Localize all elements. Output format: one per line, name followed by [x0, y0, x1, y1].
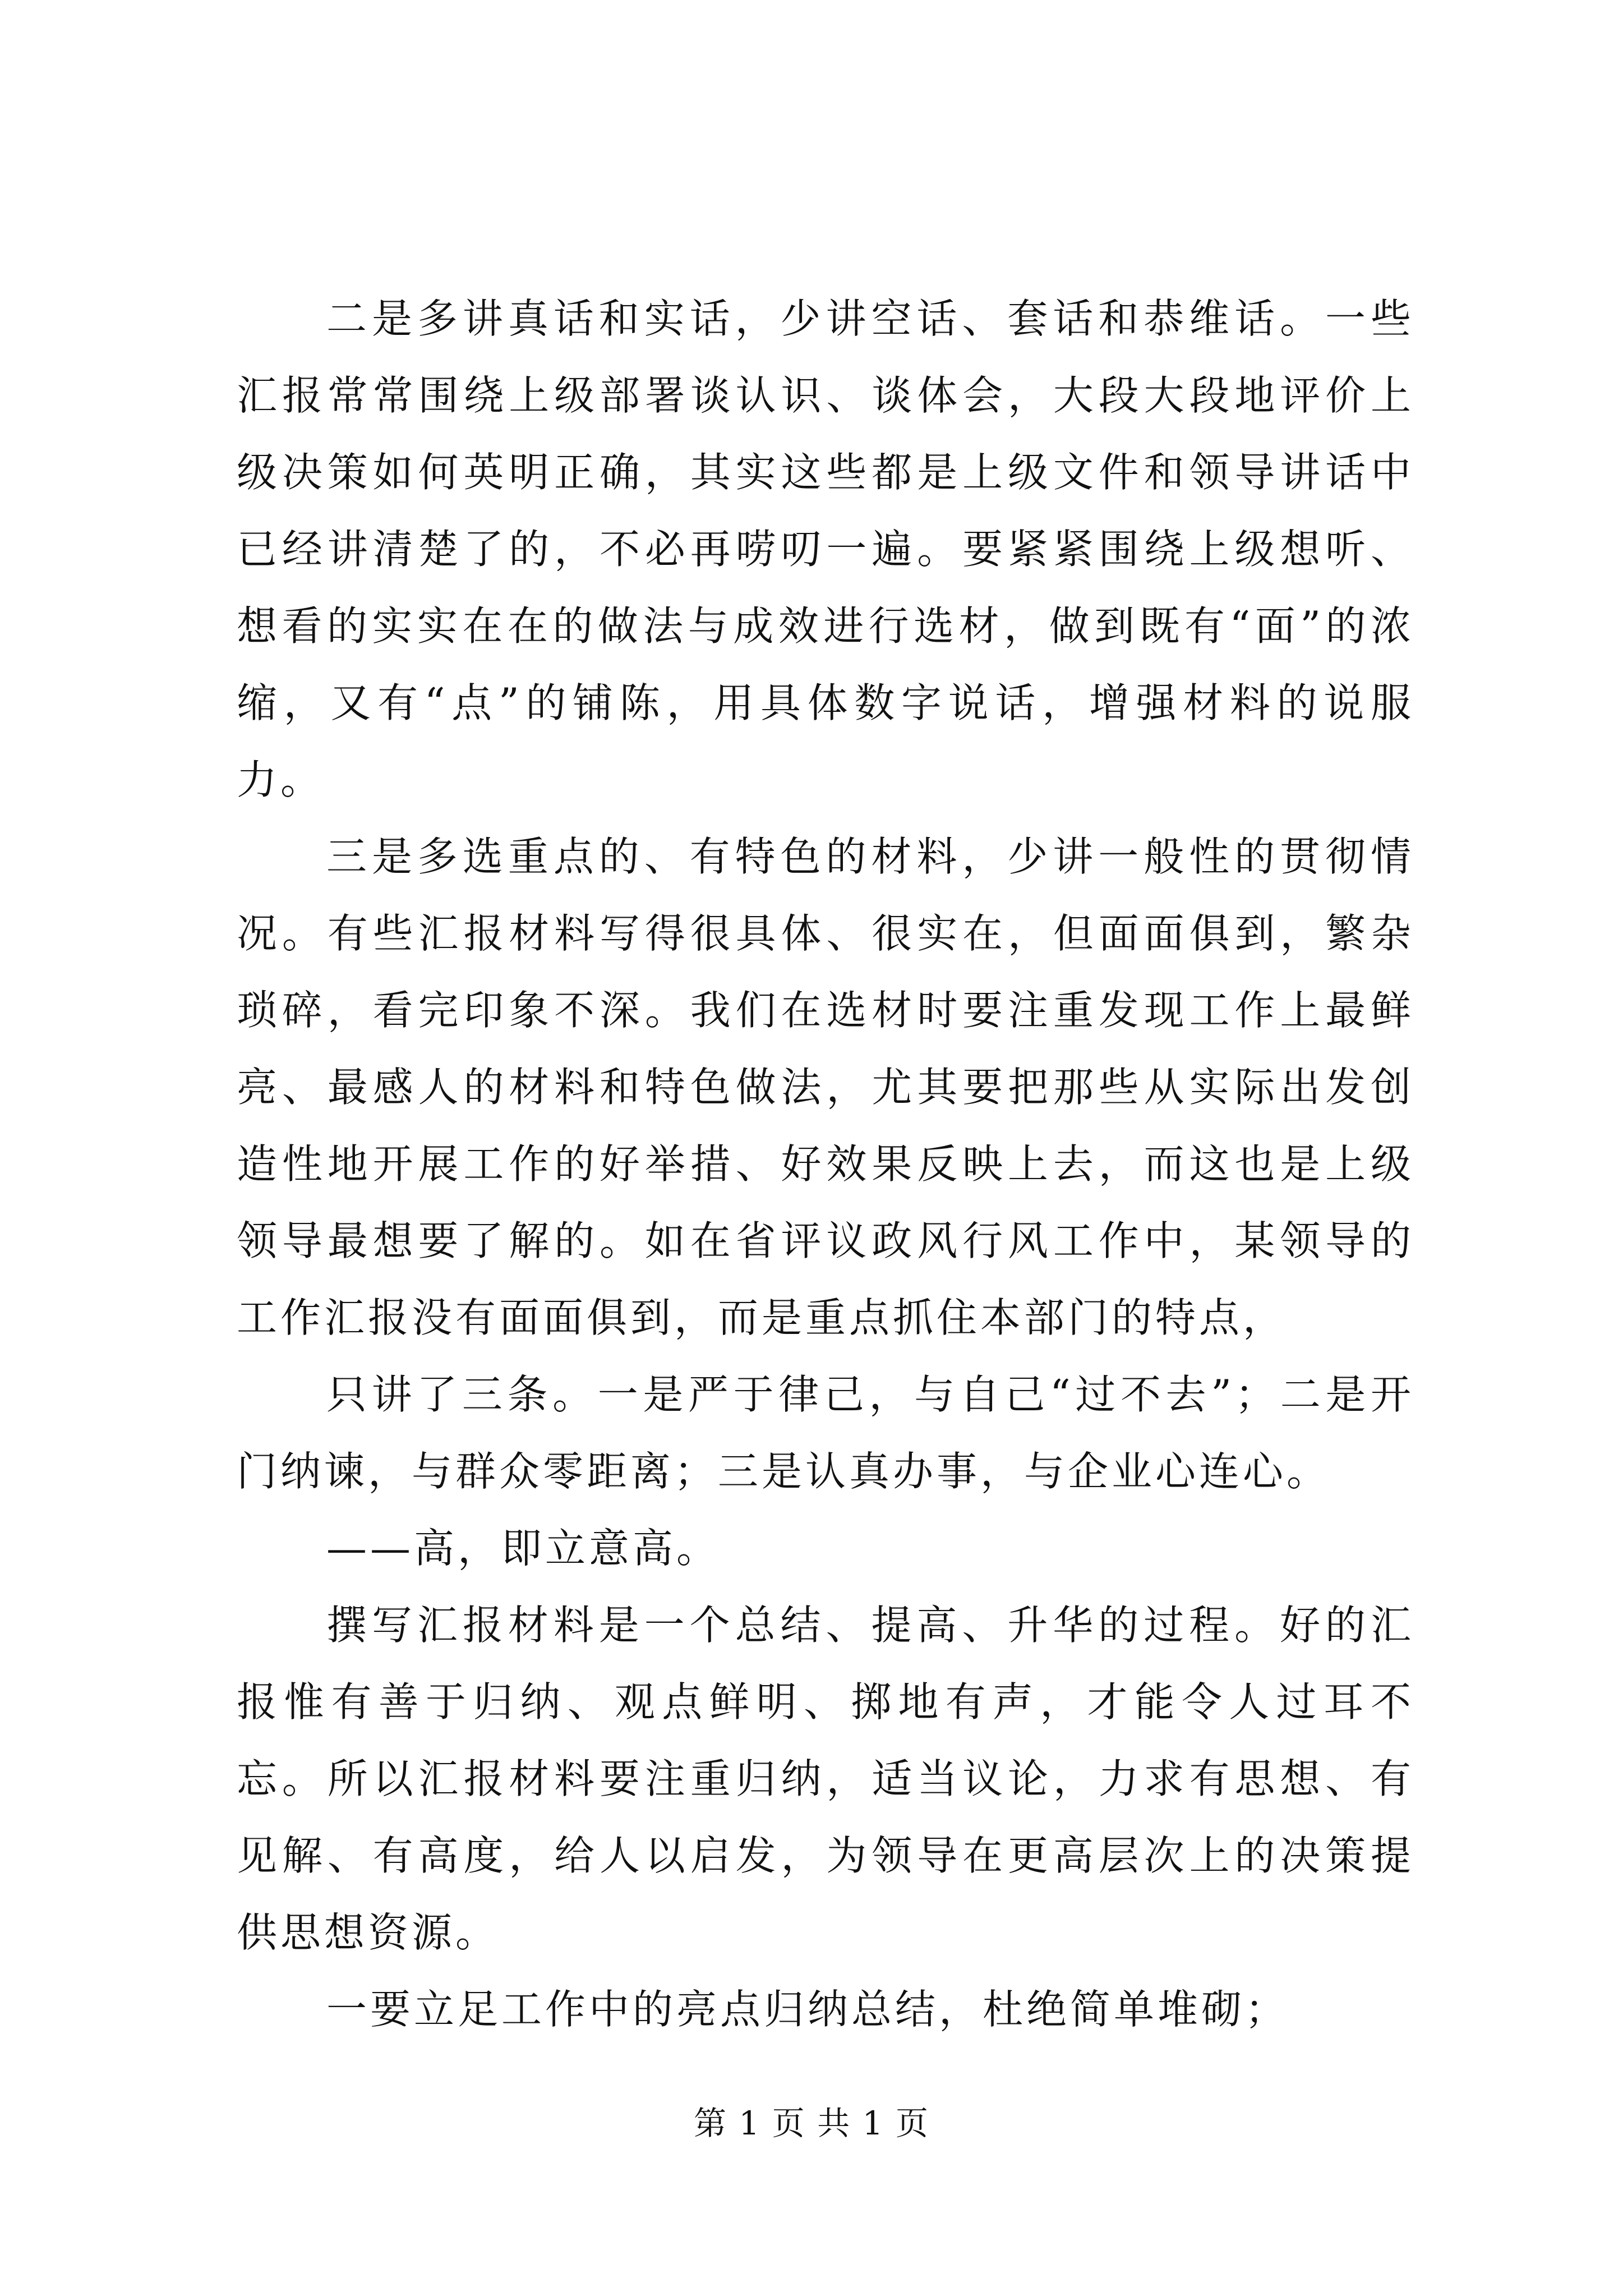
paragraph-2: 三是多选重点的、有特色的材料，少讲一般性的贯彻情况。有些汇报材料写得很具体、很实在，但面面俱到，繁杂琐碎，看完印象不深。我们在选材时要注重发现工作上最鲜亮、最感人的材料和特色做法，尤其要把那些从实际出发创造性地开展工作的好举措、好效果反映上去，而这也是上级领导最想要了解的。如在省评议政风行风工作中，某领导的工作汇报没有面面俱到，而是重点抓住本部门的特点，	[237, 833, 1414, 1341]
paragraph-1: 二是多讲真话和实话，少讲空话、套话和恭维话。一些汇报常常围绕上级部署谈认识、谈体会，大段大段地评价上级决策如何英明正确，其实这些都是上级文件和领导讲话中已经讲清楚了的，不必再唠叨一遍。要紧紧围绕上级想听、想看的实实在在的做法与成效进行选材，做到既有“面”的浓缩，又有“点”的铺陈，用具体数字说话，增强材料的说服力。	[237, 295, 1414, 803]
page-footer: 第 1 页 共 1 页	[694, 2104, 929, 2142]
paragraph-4: ——高，即立意高。	[326, 1525, 721, 1572]
document-body	[237, 280, 1414, 2048]
paragraph-6: 一要立足工作中的亮点归纳总结，杜绝简单堆砌；	[326, 1986, 1289, 2033]
paragraph-3: 只讲了三条。一是严于律己，与自己“过不去”；二是开门纳谏，与群众零距离；三是认真办事，与企业心连心。	[237, 1371, 1414, 1495]
paragraph-5: 撰写汇报材料是一个总结、提高、升华的过程。好的汇报惟有善于归纳、观点鲜明、掷地有声，才能令人过耳不忘。所以汇报材料要注重归纳，适当议论，力求有思想、有见解、有高度，给人以启发，为领导在更高层次上的决策提供思想资源。	[237, 1602, 1414, 1956]
